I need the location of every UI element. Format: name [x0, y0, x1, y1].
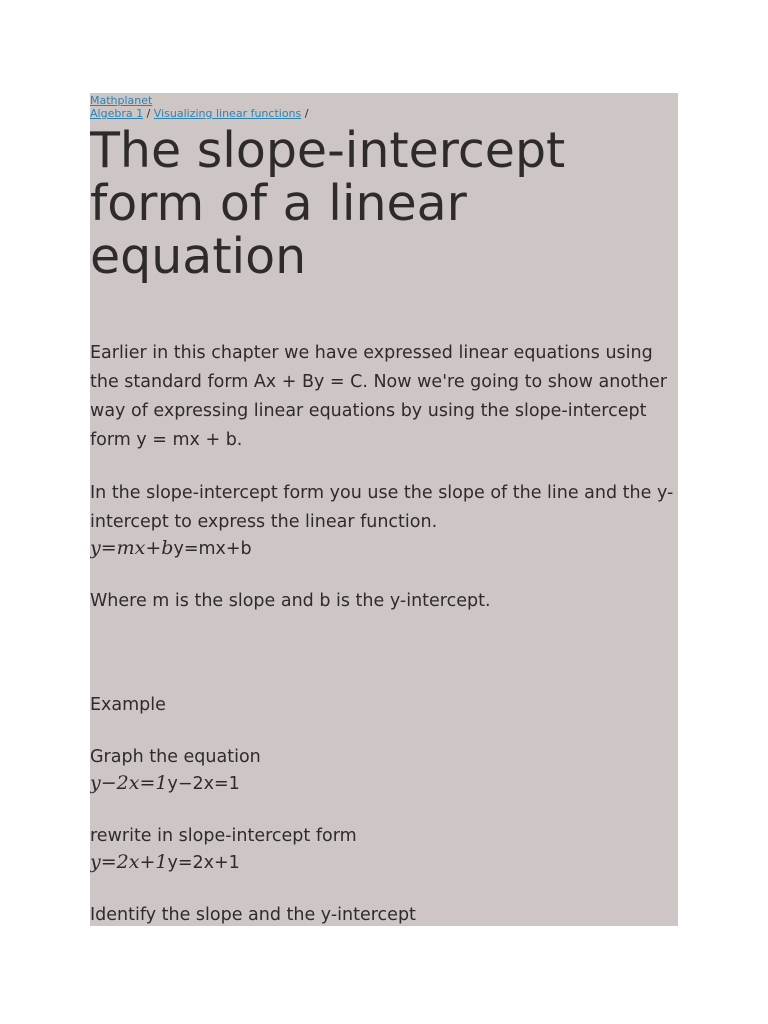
- intro-paragraph: Earlier in this chapter we have expressed linear equations using the standard form Ax + By = C. Now we're going to show another way of expressing linear equations by using the slope-intercept form y = mx + b.: [90, 343, 667, 450]
- example-heading: Example: [90, 695, 166, 715]
- equation-example-rendered: y−2x=1: [90, 772, 168, 794]
- rewrite-instruction: rewrite in slope-intercept form: [90, 826, 357, 846]
- breadcrumb-link-algebra[interactable]: Algebra 1: [90, 107, 144, 120]
- breadcrumb-site: [90, 94, 152, 107]
- graph-instruction: Graph the equation: [90, 747, 261, 767]
- equation-general-rendered: y=mx+b: [90, 537, 174, 559]
- breadcrumb-separator: /: [304, 107, 309, 120]
- breadcrumb-separator: /: [146, 107, 151, 120]
- breadcrumb-link-visualizing[interactable]: Visualizing linear functions: [153, 107, 302, 120]
- equation-example: [90, 770, 240, 797]
- page-title: The slope-intercept form of a linear equation: [90, 122, 566, 285]
- site-link[interactable]: Mathplanet: [90, 94, 153, 107]
- breadcrumb: [90, 107, 308, 120]
- equation-general: [90, 535, 252, 562]
- equation-example-plain: y−2x=1: [167, 774, 240, 794]
- equation-rewritten-rendered: y=2x+1: [90, 851, 168, 873]
- equation-general-plain: y=mx+b: [173, 539, 252, 559]
- identify-instruction: Identify the slope and the y-intercept: [90, 905, 416, 925]
- equation-rewritten-plain: y=2x+1: [167, 853, 240, 873]
- equation-rewritten: [90, 849, 240, 876]
- where-text: Where m is the slope and b is the y-intercept.: [90, 591, 491, 611]
- article-panel: [90, 93, 678, 926]
- form-paragraph: In the slope-intercept form you use the slope of the line and the y-intercept to express the linear function.: [90, 483, 674, 532]
